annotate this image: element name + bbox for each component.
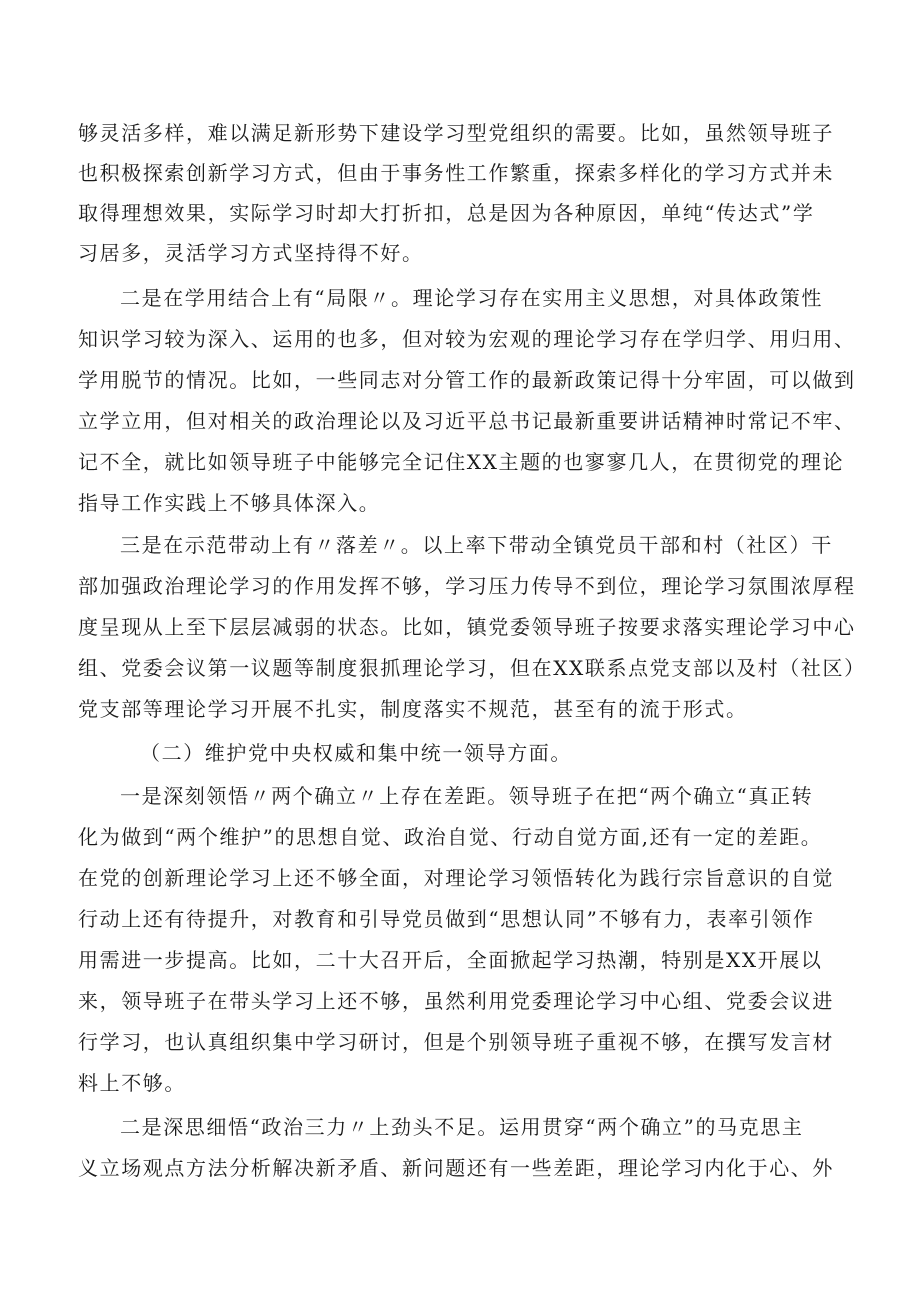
text-line: 立学立用，但对相关的政治理论以及习近平总书记最新重要讲话精神时常记不牢、 (78, 409, 856, 433)
text-line: 化为做到“两个维护”的思想自觉、政治自觉、行动自觉方面,还有一定的差距。 (78, 825, 823, 849)
text-line: 指导工作实践上不够具体深入。 (78, 491, 381, 515)
text-line: 学用脱节的情况。比如，一些同志对分管工作的最新政策记得十分牢固，可以做到 (78, 368, 856, 392)
text-line: 取得理想效果，实际学习时却大打折扣，总是因为各种原因，单纯“传达式”学 (78, 201, 815, 225)
text-line: 在党的创新理论学习上还不够全面，对理论学习领悟转化为践行宗旨意识的自觉 (78, 866, 834, 890)
text-line: 组、党委会议第一议题等制度狠抓理论学习，但在XX联系点党支部以及村（社区） (78, 656, 866, 680)
text-line: 部加强政治理论学习的作用发挥不够，学习压力传导不到位，理论学习氛围浓厚程 (78, 574, 856, 598)
paragraph-start-line: 一是深刻领悟〃两个确立〃上存在差距。领导班子在把“两个确立“真正转 (120, 784, 814, 808)
text-line: 度呈现从上至下层层减弱的状态。比如，镇党委领导班子按要求落实理论学习中心 (78, 615, 856, 639)
section-heading: （二）维护党中央权威和集中统一领导方面。 (140, 741, 572, 765)
text-line: 党支部等理论学习开展不扎实，制度落实不规范，甚至有的流于形式。 (78, 697, 748, 721)
text-line: 来，领导班子在带头学习上还不够，虽然利用党委理论学习中心组、党委会议进 (78, 989, 834, 1013)
text-line: 记不全，就比如领导班子中能够完全记住XX主题的也寥寥几人，在贯彻党的理论 (78, 450, 845, 474)
text-line: 行动上还有待提升，对教育和引导党员做到“思想认同”不够有力，表率引领作 (78, 907, 815, 931)
paragraph-start-line: 三是在示范带动上有〃落差〃。以上率下带动全镇党员干部和村（社区）干 (120, 533, 833, 557)
text-line: 够灵活多样，难以满足新形势下建设学习型党组织的需要。比如，虽然领导班子 (78, 121, 834, 145)
text-line: 知识学习较为深入、运用的也多，但对较为宏观的理论学习存在学归学、用归用、 (78, 327, 856, 351)
text-line: 义立场观点方法分析解决新矛盾、新问题还有一些差距，理论学习内化于心、外 (78, 1156, 834, 1180)
text-line: 料上不够。 (78, 1071, 186, 1095)
paragraph-start-line: 二是在学用结合上有“局限〃。理论学习存在实用主义思想，对具体政策性 (120, 286, 824, 310)
text-line: 行学习，也认真组织集中学习研讨，但是个别领导班子重视不够，在撰写发言材 (78, 1030, 834, 1054)
text-line: 习居多，灵活学习方式坚持得不好。 (78, 241, 424, 265)
text-line: 用需进一步提高。比如，二十大召开后，全面掀起学习热潮，特别是XX开展以 (78, 948, 823, 972)
paragraph-start-line: 二是深思细悟“政治三力〃上劲头不足。运用贯穿“两个确立”的马克思主 (120, 1115, 804, 1139)
text-line: 也积极探索创新学习方式，但由于事务性工作繁重，探索多样化的学习方式并未 (78, 161, 834, 185)
